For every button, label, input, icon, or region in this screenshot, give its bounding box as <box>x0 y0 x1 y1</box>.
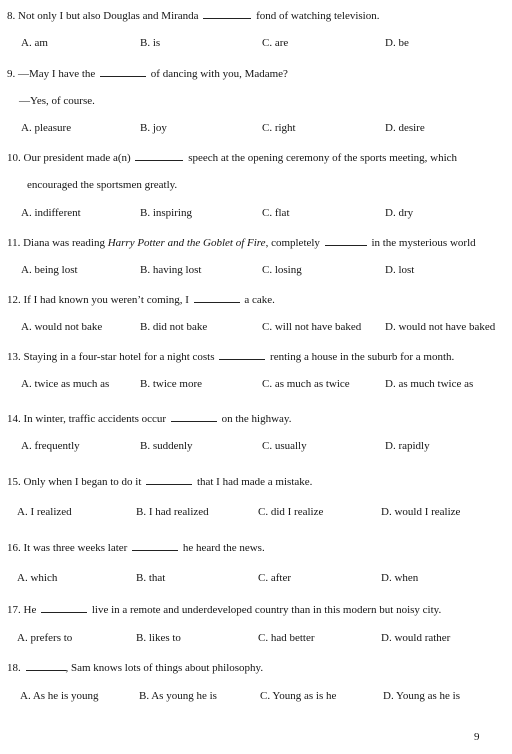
option-c: C. flat <box>262 207 290 219</box>
question-12-stem <box>7 292 275 306</box>
option-b: B. is <box>140 37 161 49</box>
answer-blank <box>325 235 367 246</box>
question-18-stem <box>7 660 263 674</box>
option-a: A. I realized <box>17 506 72 518</box>
question-text: he heard the news. <box>182 542 265 554</box>
question-text: 12. If I had known you weren’t coming, I <box>7 294 189 306</box>
option-d: D. when <box>381 572 419 584</box>
question-text: on the highway. <box>221 413 292 425</box>
option-a: A. indifferent <box>21 207 81 219</box>
page-number: 9 <box>474 731 480 743</box>
option-a: A. frequently <box>21 440 80 452</box>
question-14-stem <box>7 411 291 425</box>
question-17-stem <box>7 602 441 616</box>
answer-blank <box>219 349 265 360</box>
answer-blank <box>26 660 66 671</box>
question-text: 17. He <box>7 604 37 616</box>
question-text: of dancing with you, Madame? <box>150 68 288 80</box>
option-d: D. Young as he is <box>383 690 461 702</box>
option-d: D. rapidly <box>385 440 430 452</box>
answer-blank <box>132 540 178 551</box>
answer-blank <box>100 66 146 77</box>
option-a: A. being lost <box>21 264 78 276</box>
answer-blank <box>41 602 87 613</box>
answer-blank <box>203 8 251 19</box>
answer-blank <box>135 150 183 161</box>
option-b: B. having lost <box>140 264 202 276</box>
question-9-reply: —Yes, of course. <box>19 95 95 107</box>
question-text: renting a house in the suburb for a month. <box>270 351 455 363</box>
question-text: that I had made a mistake. <box>196 476 313 488</box>
book-title: Harry Potter and the Goblet of Fire <box>107 237 266 249</box>
question-text: in the mysterious world <box>371 237 476 249</box>
question-text: 8. Not only I but also Douglas and Miranda <box>7 10 199 22</box>
option-c: C. will not have baked <box>262 321 362 333</box>
option-a: A. would not bake <box>21 321 103 333</box>
option-d: D. desire <box>385 122 425 134</box>
question-11-stem <box>7 235 476 249</box>
option-b: B. did not bake <box>140 321 208 333</box>
question-text: , Sam knows lots of things about philosophy. <box>65 662 264 674</box>
question-text: 18. <box>7 662 21 674</box>
question-text: 11. Diana was reading <box>7 237 105 249</box>
option-a: A. pleasure <box>21 122 72 134</box>
question-8-stem <box>7 8 379 22</box>
question-9-stem <box>7 66 288 80</box>
question-text: a cake. <box>244 294 275 306</box>
question-text: 15. Only when I began to do it <box>7 476 142 488</box>
question-15-stem <box>7 474 312 488</box>
question-10-stem <box>7 150 457 164</box>
option-b: B. inspiring <box>140 207 192 219</box>
question-text: 16. It was three weeks later <box>7 542 128 554</box>
option-d: D. lost <box>385 264 415 276</box>
option-a: A. twice as much as <box>21 378 110 390</box>
option-c: C. are <box>262 37 289 49</box>
option-b: B. I had realized <box>136 506 209 518</box>
option-b: B. suddenly <box>140 440 193 452</box>
option-b: B. twice more <box>140 378 203 390</box>
option-c: C. after <box>258 572 291 584</box>
option-d: D. would not have baked <box>385 321 496 333</box>
option-c: C. did I realize <box>258 506 324 518</box>
option-a: A. As he is young <box>20 690 99 702</box>
option-c: C. had better <box>258 632 315 644</box>
option-d: D. would I realize <box>381 506 461 518</box>
option-b: B. likes to <box>136 632 181 644</box>
question-text: 14. In winter, traffic accidents occur <box>7 413 167 425</box>
option-a: A. which <box>17 572 58 584</box>
option-c: C. right <box>262 122 296 134</box>
option-d: D. would rather <box>381 632 451 644</box>
option-c: C. as much as twice <box>262 378 350 390</box>
question-text: 13. Staying in a four-star hotel for a night costs <box>7 351 215 363</box>
question-16-stem <box>7 540 265 554</box>
question-text: 10. Our president made a(n) <box>7 152 131 164</box>
option-a: A. am <box>21 37 48 49</box>
option-d: D. be <box>385 37 409 49</box>
option-d: D. dry <box>385 207 414 219</box>
question-text: speech at the opening ceremony of the sports meeting, which <box>188 152 458 164</box>
option-a: A. prefers to <box>17 632 73 644</box>
question-text: live in a remote and underdeveloped country than in this modern but noisy city. <box>91 604 442 616</box>
question-text: 9. —May I have the <box>7 68 96 80</box>
answer-blank <box>146 474 192 485</box>
option-c: C. Young as is he <box>260 690 337 702</box>
question-10-continuation: encouraged the sportsmen greatly. <box>27 179 178 191</box>
question-text: fond of watching television. <box>256 10 380 22</box>
answer-blank <box>171 411 217 422</box>
question-text: , completely <box>265 237 320 249</box>
option-b: B. joy <box>140 122 167 134</box>
answer-blank <box>194 292 240 303</box>
option-c: C. losing <box>262 264 302 276</box>
option-c: C. usually <box>262 440 307 452</box>
option-b: B. that <box>136 572 166 584</box>
option-d: D. as much twice as <box>385 378 474 390</box>
question-13-stem <box>7 349 454 363</box>
option-b: B. As young he is <box>139 690 217 702</box>
